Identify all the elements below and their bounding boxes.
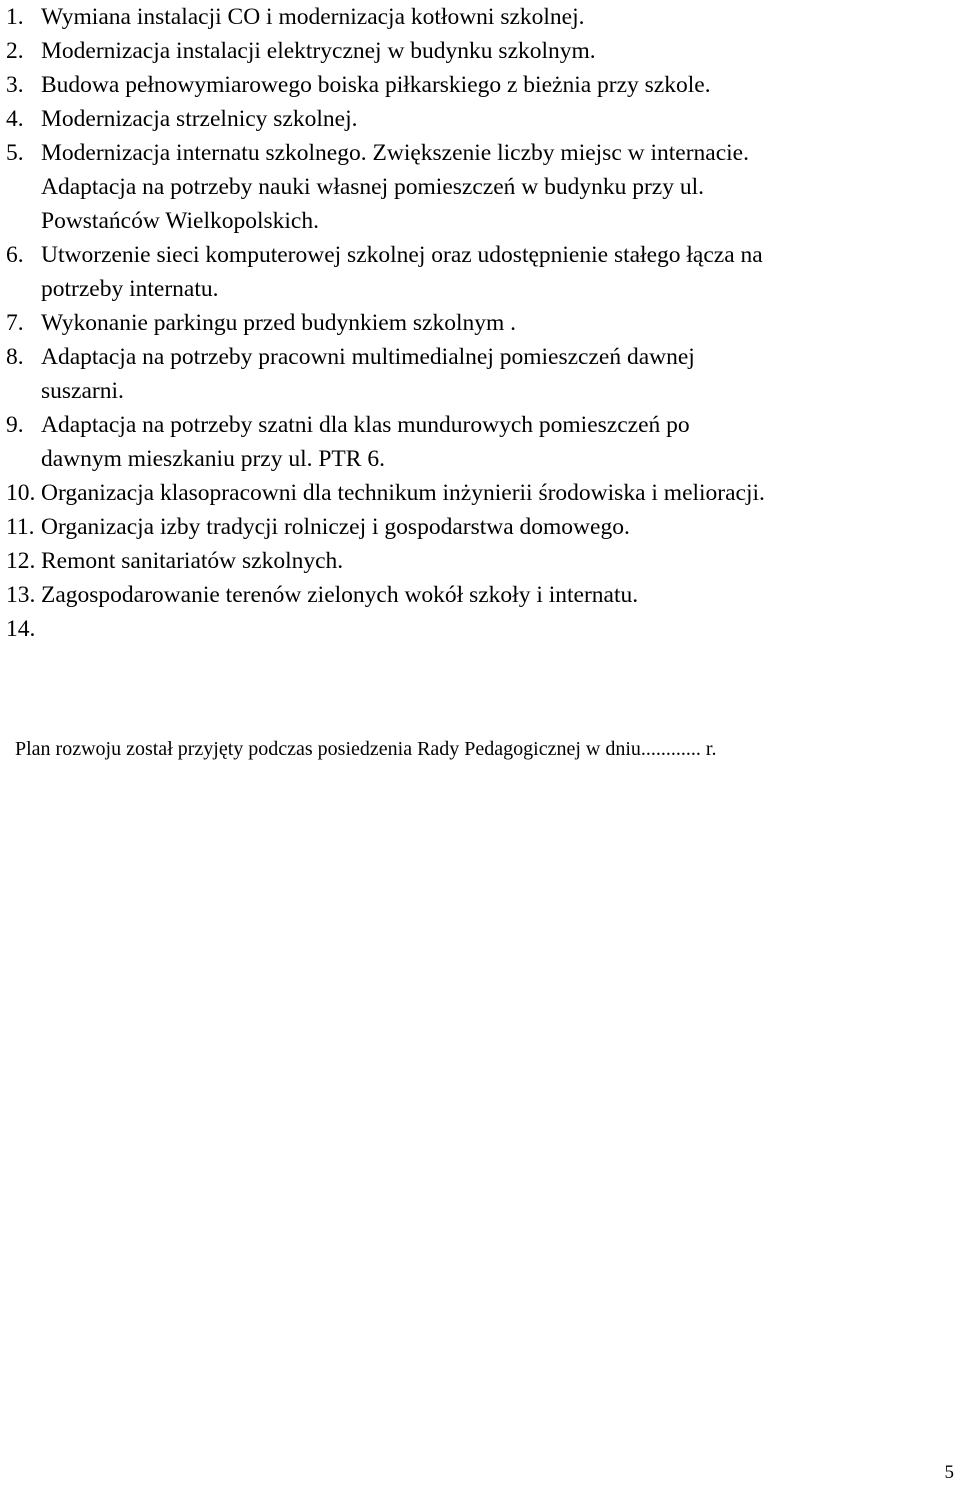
list-item [6, 306, 956, 340]
list-item-text: Zagospodarowanie terenów zielonych wokół szkoły i internatu. [41, 582, 639, 608]
list-item-number: 4. [6, 106, 24, 132]
list-item-text: Modernizacja instalacji elektrycznej w budynku szkolnym. [41, 38, 596, 64]
list-item-text: Organizacja izby tradycji rolniczej i gospodarstwa domowego. [41, 514, 630, 540]
list-item-number: 9. [6, 412, 24, 438]
list-item-text: Wykonanie parkingu przed budynkiem szkolnym . [41, 310, 517, 336]
list-item-text: Utworzenie sieci komputerowej szkolnej oraz udostępnienie stałego łącza na potrzeby internatu. [41, 242, 763, 302]
list-item [6, 578, 956, 612]
list-item-number: 10. [6, 480, 36, 506]
list-item-number: 14. [6, 616, 36, 642]
list-item-number: 12. [6, 548, 36, 574]
list-item-number: 11. [6, 514, 35, 540]
list-item-number: 6. [6, 242, 24, 268]
list-item [6, 612, 956, 646]
list-item [6, 102, 956, 136]
list-item-number: 13. [6, 582, 36, 608]
adoption-note: Plan rozwoju został przyjęty podczas posiedzenia Rady Pedagogicznej w dniu............ r. [15, 738, 717, 760]
list-item [6, 68, 956, 102]
list-item-number: 7. [6, 310, 24, 336]
development-plan-list [6, 0, 956, 646]
list-item-number: 8. [6, 344, 24, 370]
page-number: 5 [944, 1462, 954, 1483]
list-item-number: 3. [6, 72, 24, 98]
list-item-text: Adaptacja na potrzeby szatni dla klas mundurowych pomieszczeń po dawnym mieszkaniu przy ul. PTR 6. [41, 412, 690, 472]
list-item [6, 34, 956, 68]
list-item-text: Remont sanitariatów szkolnych. [41, 548, 344, 574]
list-item [6, 136, 956, 238]
list-item [6, 476, 956, 510]
list-item-text: Adaptacja na potrzeby pracowni multimedialnej pomieszczeń dawnej suszarni. [41, 344, 695, 404]
list-item [6, 340, 956, 408]
list-item [6, 510, 956, 544]
list-item [6, 544, 956, 578]
list-item-text: Budowa pełnowymiarowego boiska piłkarskiego z bieżnia przy szkole. [41, 72, 711, 98]
list-item-number: 2. [6, 38, 24, 64]
list-item-text: Modernizacja internatu szkolnego. Zwiększenie liczby miejsc w internacie. Adaptacja na potrzeby nauki własnej pomieszczeń w budynku przy ul. Powstańców Wielkopolskich. [41, 140, 749, 234]
list-item [6, 238, 956, 306]
list-item-number: 1. [6, 4, 24, 30]
list-item-number: 5. [6, 140, 24, 166]
list-item-text: Wymiana instalacji CO i modernizacja kotłowni szkolnej. [41, 4, 585, 30]
list-item-text: Modernizacja strzelnicy szkolnej. [41, 106, 358, 132]
list-item [6, 0, 956, 34]
list-item [6, 408, 956, 476]
list-item-text: Organizacja klasopracowni dla technikum inżynierii środowiska i melioracji. [41, 480, 765, 506]
